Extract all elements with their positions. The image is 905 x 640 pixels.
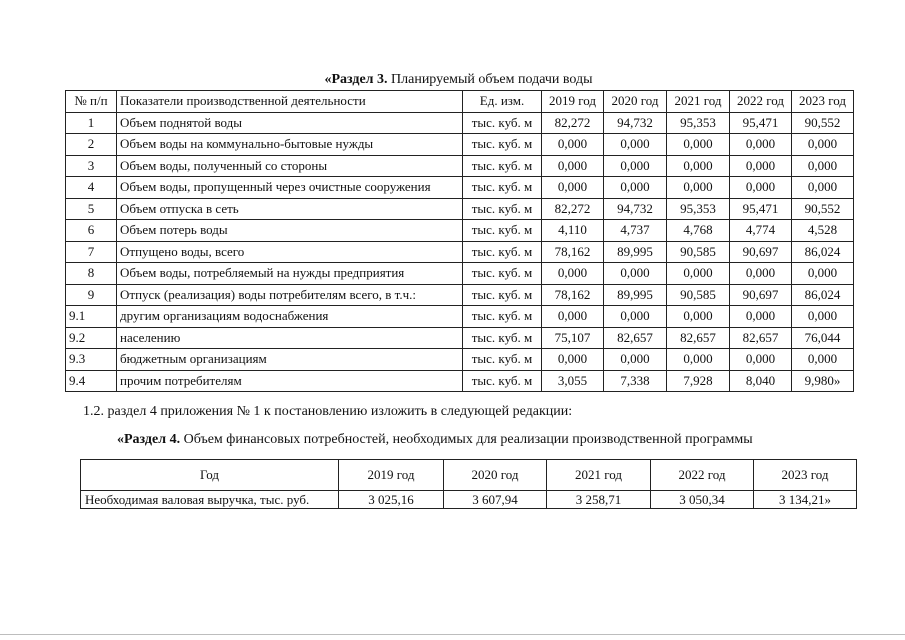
- value-2021: 95,353: [667, 112, 730, 134]
- row-number: 1: [66, 112, 117, 134]
- value-2021: 0,000: [667, 177, 730, 199]
- row-unit: тыс. куб. м: [463, 198, 542, 220]
- value-2019: 0,000: [542, 349, 604, 371]
- value-2023: 0,000: [792, 177, 854, 199]
- value-2023: 0,000: [792, 306, 854, 328]
- value-2023: 90,552: [792, 198, 854, 220]
- value-2021: 0,000: [667, 349, 730, 371]
- table-row: [66, 198, 854, 220]
- value-2019: 78,162: [542, 241, 604, 263]
- value-2020: 7,338: [604, 370, 667, 392]
- value-2023: 0,000: [792, 349, 854, 371]
- row-indicator: населению: [117, 327, 463, 349]
- header-2023: 2023 год: [754, 460, 857, 491]
- value-2022: 0,000: [730, 349, 792, 371]
- section-3-title-text: Планируемый объем подачи воды: [387, 72, 593, 87]
- value-2022: 0,000: [730, 263, 792, 285]
- header-number: № п/п: [66, 91, 117, 113]
- value-2023: 9,980»: [792, 370, 854, 392]
- row-number: 9.2: [66, 327, 117, 349]
- row-number: 4: [66, 177, 117, 199]
- row-indicator: Отпуск (реализация) воды потребителям всего, в т.ч.:: [117, 284, 463, 306]
- section-4-title-text: Объем финансовых потребностей, необходимых для реализации производственной программы: [180, 432, 753, 447]
- value-2022: 0,000: [730, 155, 792, 177]
- value-2019: 0,000: [542, 155, 604, 177]
- header-2022: 2022 год: [730, 91, 792, 113]
- table-row: [66, 155, 854, 177]
- page-edge-divider: [0, 634, 905, 635]
- value-2022: 0,000: [730, 134, 792, 156]
- value-2021: 4,768: [667, 220, 730, 242]
- value-2019: 75,107: [542, 327, 604, 349]
- value-2023: 0,000: [792, 263, 854, 285]
- table-header-row: [81, 460, 857, 491]
- value-2020: 0,000: [604, 263, 667, 285]
- value-2021: 95,353: [667, 198, 730, 220]
- value-2021: 0,000: [667, 155, 730, 177]
- value-2019: 0,000: [542, 263, 604, 285]
- value-2019: 3 025,16: [339, 491, 444, 509]
- value-2022: 3 050,34: [651, 491, 754, 509]
- row-unit: тыс. куб. м: [463, 112, 542, 134]
- row-unit: тыс. куб. м: [463, 241, 542, 263]
- value-2019: 78,162: [542, 284, 604, 306]
- financial-needs-table: [80, 459, 857, 509]
- row-number: 9.1: [66, 306, 117, 328]
- table-row: [66, 284, 854, 306]
- table-row: [66, 241, 854, 263]
- header-2021: 2021 год: [547, 460, 651, 491]
- row-unit: тыс. куб. м: [463, 263, 542, 285]
- table-body: [66, 112, 854, 392]
- header-2020: 2020 год: [604, 91, 667, 113]
- table-row: [66, 263, 854, 285]
- row-number: 9: [66, 284, 117, 306]
- row-indicator: Объем отпуска в сеть: [117, 198, 463, 220]
- value-2020: 89,995: [604, 241, 667, 263]
- row-number: 2: [66, 134, 117, 156]
- row-number: 3: [66, 155, 117, 177]
- table-row: [66, 220, 854, 242]
- header-2019: 2019 год: [339, 460, 444, 491]
- row-unit: тыс. куб. м: [463, 306, 542, 328]
- row-unit: тыс. куб. м: [463, 220, 542, 242]
- table-row: [81, 491, 857, 509]
- value-2021: 7,928: [667, 370, 730, 392]
- value-2023: 90,552: [792, 112, 854, 134]
- value-2021: 0,000: [667, 306, 730, 328]
- row-indicator: Объем воды, пропущенный через очистные сооружения: [117, 177, 463, 199]
- value-2023: 4,528: [792, 220, 854, 242]
- row-unit: тыс. куб. м: [463, 349, 542, 371]
- row-indicator: Объем потерь воды: [117, 220, 463, 242]
- value-2023: 0,000: [792, 134, 854, 156]
- value-2022: 8,040: [730, 370, 792, 392]
- header-unit: Ед. изм.: [463, 91, 542, 113]
- table-row: [66, 306, 854, 328]
- header-2019: 2019 год: [542, 91, 604, 113]
- value-2020: 0,000: [604, 349, 667, 371]
- header-indicator: Показатели производственной деятельности: [117, 91, 463, 113]
- planned-water-supply-table: [65, 90, 854, 392]
- value-2022: 90,697: [730, 241, 792, 263]
- value-2019: 4,110: [542, 220, 604, 242]
- value-2022: 90,697: [730, 284, 792, 306]
- value-2020: 0,000: [604, 134, 667, 156]
- row-indicator: бюджетным организациям: [117, 349, 463, 371]
- value-2022: 4,774: [730, 220, 792, 242]
- value-2021: 82,657: [667, 327, 730, 349]
- value-2021: 90,585: [667, 241, 730, 263]
- value-2020: 0,000: [604, 306, 667, 328]
- row-unit: тыс. куб. м: [463, 155, 542, 177]
- value-2019: 82,272: [542, 112, 604, 134]
- table-row: [66, 112, 854, 134]
- row-indicator: Объем воды, полученный со стороны: [117, 155, 463, 177]
- row-indicator: Объем воды на коммунально-бытовые нужды: [117, 134, 463, 156]
- value-2022: 95,471: [730, 198, 792, 220]
- row-number: 9.3: [66, 349, 117, 371]
- row-indicator: Объем поднятой воды: [117, 112, 463, 134]
- header-2022: 2022 год: [651, 460, 754, 491]
- row-unit: тыс. куб. м: [463, 177, 542, 199]
- row-number: 9.4: [66, 370, 117, 392]
- value-2019: 3,055: [542, 370, 604, 392]
- row-unit: тыс. куб. м: [463, 134, 542, 156]
- value-2023: 86,024: [792, 241, 854, 263]
- value-2022: 0,000: [730, 306, 792, 328]
- header-2023: 2023 год: [792, 91, 854, 113]
- value-2019: 0,000: [542, 134, 604, 156]
- table-row: [66, 349, 854, 371]
- section-3-title: [66, 71, 851, 89]
- section-4-title-bold: «Раздел 4.: [117, 432, 181, 447]
- table-row: [66, 327, 854, 349]
- header-2020: 2020 год: [444, 460, 547, 491]
- value-2020: 94,732: [604, 112, 667, 134]
- value-2022: 95,471: [730, 112, 792, 134]
- row-number: 8: [66, 263, 117, 285]
- value-2023: 3 134,21»: [754, 491, 857, 509]
- table-header-row: [66, 91, 854, 113]
- value-2019: 0,000: [542, 306, 604, 328]
- row-indicator: прочим потребителям: [117, 370, 463, 392]
- value-2020: 4,737: [604, 220, 667, 242]
- value-2020: 82,657: [604, 327, 667, 349]
- table-row: [66, 134, 854, 156]
- row-unit: тыс. куб. м: [463, 284, 542, 306]
- table-row: [66, 177, 854, 199]
- value-2022: 0,000: [730, 177, 792, 199]
- value-2021: 90,585: [667, 284, 730, 306]
- value-2021: 0,000: [667, 134, 730, 156]
- header-year: Год: [81, 460, 339, 491]
- value-2021: 0,000: [667, 263, 730, 285]
- row-unit: тыс. куб. м: [463, 370, 542, 392]
- row-indicator: Отпущено воды, всего: [117, 241, 463, 263]
- section-4-title: [117, 431, 753, 449]
- row-label-revenue: Необходимая валовая выручка, тыс. руб.: [81, 491, 339, 509]
- row-number: 7: [66, 241, 117, 263]
- value-2020: 3 607,94: [444, 491, 547, 509]
- value-2020: 0,000: [604, 177, 667, 199]
- section-3-title-bold: «Раздел 3.: [324, 72, 388, 87]
- amendment-paragraph: 1.2. раздел 4 приложения № 1 к постановлению изложить в следующей редакции:: [83, 404, 573, 419]
- value-2019: 0,000: [542, 177, 604, 199]
- row-indicator: другим организациям водоснабжения: [117, 306, 463, 328]
- value-2023: 76,044: [792, 327, 854, 349]
- value-2021: 3 258,71: [547, 491, 651, 509]
- table-row: [66, 370, 854, 392]
- row-indicator: Объем воды, потребляемый на нужды предприятия: [117, 263, 463, 285]
- value-2023: 86,024: [792, 284, 854, 306]
- value-2023: 0,000: [792, 155, 854, 177]
- header-2021: 2021 год: [667, 91, 730, 113]
- value-2020: 0,000: [604, 155, 667, 177]
- row-number: 6: [66, 220, 117, 242]
- value-2022: 82,657: [730, 327, 792, 349]
- value-2020: 89,995: [604, 284, 667, 306]
- row-unit: тыс. куб. м: [463, 327, 542, 349]
- value-2019: 82,272: [542, 198, 604, 220]
- value-2020: 94,732: [604, 198, 667, 220]
- row-number: 5: [66, 198, 117, 220]
